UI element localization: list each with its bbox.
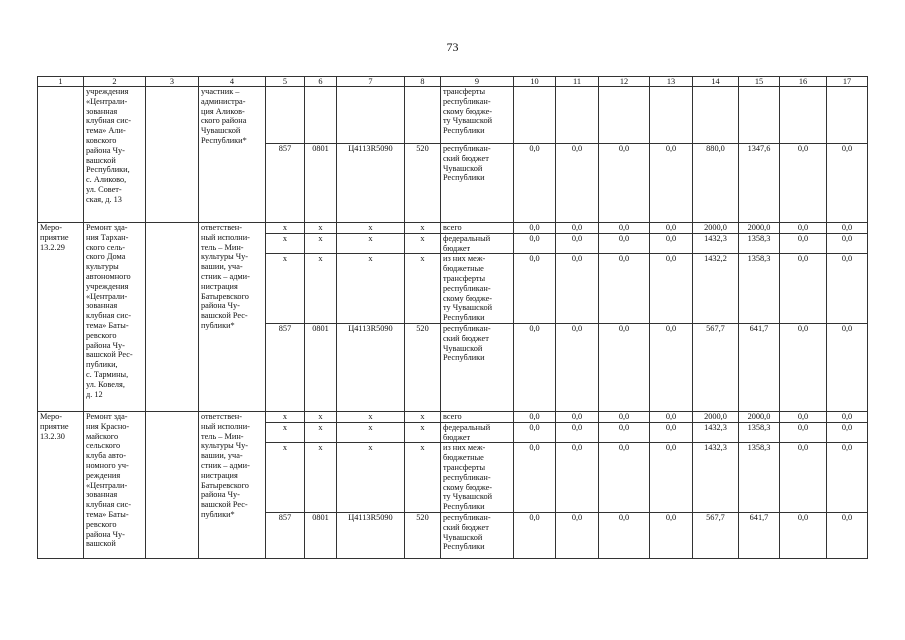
measure-number: Меро- приятие 13.2.29 [38,223,84,412]
target-code: Ц4113R5090 [337,512,405,558]
value-cell: 0,0 [599,223,650,234]
section-code: x [305,233,337,254]
column-number-header: 10 [514,77,556,87]
value-cell: 0,0 [599,323,650,411]
value-cell: 0,0 [556,144,599,223]
section-code: x [305,422,337,443]
funding-source: республикан- ский бюджет Чувашской Республики [441,144,514,223]
value-cell: 1432,3 [693,443,739,513]
value-cell: 1432,3 [693,422,739,443]
value-cell: 0,0 [556,443,599,513]
value-cell: 567,7 [693,512,739,558]
page-number: 73 [446,40,459,54]
value-cell: 2000,0 [739,223,780,234]
cell-col-12 [599,87,650,144]
measure-responsible: ответствен- ный исполни- тель – Мин- культуры Чу- вашии, уча- стник – адми- нистрация Батыревского района Чу- вашской Рес- публики* [199,223,266,412]
value-cell: 0,0 [650,233,693,254]
value-cell: 0,0 [650,443,693,513]
value-cell: 0,0 [827,422,868,443]
value-cell: 0,0 [780,323,827,411]
value-cell: 0,0 [780,443,827,513]
section-code: 0801 [305,512,337,558]
value-cell: 0,0 [780,422,827,443]
value-cell: 0,0 [556,512,599,558]
cell-col-3 [146,87,199,223]
column-number-header: 7 [337,77,405,87]
expense-type-code: 520 [405,144,441,223]
value-cell: 0,0 [599,512,650,558]
table-row [38,411,868,422]
value-cell: 0,0 [827,254,868,324]
measure-description: Ремонт зда- ния Тархан- ского сель- ского Дома культуры автономного учреждения «Централи- зованная клубная сис- тема» Баты- ревского района Чу- вашской Рес- публики, с. Тармины, ул. Ковеля, д. 12 [84,223,146,412]
value-cell: 0,0 [599,422,650,443]
value-cell: 0,0 [514,512,556,558]
value-cell: 0,0 [556,233,599,254]
column-number-header: 11 [556,77,599,87]
gr-code: x [266,411,305,422]
value-cell: 0,0 [827,144,868,223]
gr-code: x [266,233,305,254]
value-cell: 0,0 [514,443,556,513]
cell-col-3 [146,223,199,412]
target-code: Ц4113R5090 [337,144,405,223]
value-cell: 0,0 [780,512,827,558]
value-cell: 0,0 [827,411,868,422]
column-number-header: 15 [739,77,780,87]
value-cell: 0,0 [514,254,556,324]
cell-col-17 [827,87,868,144]
measure-description: учреждения «Централи- зованная клубная сис- тема» Али- ковского района Чу- вашской Республики, с. Аликово, ул. Совет- ская, д. 13 [84,87,146,223]
measure-number: Меро- приятие 13.2.30 [38,411,84,558]
value-cell: 0,0 [827,223,868,234]
value-cell: 0,0 [780,233,827,254]
value-cell: 0,0 [556,254,599,324]
measure-responsible: ответствен- ный исполни- тель – Мин- культуры Чу- вашии, уча- стник – адми- нистрация Батыревского района Чу- вашской Рес- публики* [199,411,266,558]
value-cell: 0,0 [650,254,693,324]
gr-code: 857 [266,144,305,223]
value-cell: 0,0 [780,223,827,234]
measure-responsible: участник – администра- ция Аликов- ского района Чувашской Республики* [199,87,266,223]
column-number-header: 2 [84,77,146,87]
expense-type-code: x [405,254,441,324]
column-number-header: 5 [266,77,305,87]
value-cell: 0,0 [650,422,693,443]
funding-source: всего [441,411,514,422]
column-number-header: 3 [146,77,199,87]
expense-type-code: 520 [405,323,441,411]
section-code: x [305,223,337,234]
value-cell: 0,0 [780,254,827,324]
value-cell: 1347,6 [739,144,780,223]
column-number-header: 17 [827,77,868,87]
gr-code: x [266,422,305,443]
funding-source: из них меж- бюджетные трансферты республикан- скому бюдже- ту Чувашской Республики [441,443,514,513]
value-cell: 1358,3 [739,422,780,443]
column-number-header: 6 [305,77,337,87]
funding-source: трансферты республикан- скому бюдже- ту Чувашской Республики [441,87,514,144]
target-code: x [337,422,405,443]
value-cell: 0,0 [780,411,827,422]
cell-col-14 [693,87,739,144]
value-cell: 0,0 [599,233,650,254]
value-cell: 0,0 [556,223,599,234]
gr-code: x [266,223,305,234]
table-row [38,87,868,144]
expense-type-code: x [405,411,441,422]
funding-source: федеральный бюджет [441,233,514,254]
value-cell: 0,0 [514,422,556,443]
funding-source: из них меж- бюджетные трансферты республикан- скому бюдже- ту Чувашской Республики [441,254,514,324]
column-number-header: 9 [441,77,514,87]
funding-source: республикан- ский бюджет Чувашской Республики [441,512,514,558]
section-code: 0801 [305,144,337,223]
value-cell: 0,0 [599,254,650,324]
value-cell: 2000,0 [693,223,739,234]
expense-type-code: 520 [405,512,441,558]
measure-description: Ремонт зда- ния Красно- майского сельского клуба авто- номного уч- реждения «Централи- зованная клубная сис- тема» Баты- ревского района Чу- вашской [84,411,146,558]
section-code: x [305,254,337,324]
column-number-header: 12 [599,77,650,87]
column-number-header: 14 [693,77,739,87]
gr-code: 857 [266,512,305,558]
value-cell: 1358,3 [739,233,780,254]
value-cell: 0,0 [827,512,868,558]
value-cell: 880,0 [693,144,739,223]
section-code: x [305,443,337,513]
target-code: x [337,443,405,513]
value-cell: 0,0 [514,144,556,223]
expense-type-code: x [405,223,441,234]
table-body [38,77,868,559]
value-cell: 0,0 [514,223,556,234]
value-cell: 0,0 [514,233,556,254]
cell-col-8 [405,87,441,144]
cell-col-7 [337,87,405,144]
value-cell: 0,0 [827,443,868,513]
target-code: x [337,223,405,234]
cell-col-16 [780,87,827,144]
cell-col-1 [38,87,84,223]
column-number-header: 8 [405,77,441,87]
value-cell: 0,0 [514,323,556,411]
target-code: x [337,233,405,254]
section-code: 0801 [305,323,337,411]
value-cell: 0,0 [650,512,693,558]
value-cell: 0,0 [599,443,650,513]
funding-source: всего [441,223,514,234]
expense-type-code: x [405,422,441,443]
value-cell: 0,0 [650,323,693,411]
cell-col-10 [514,87,556,144]
funding-source: федеральный бюджет [441,422,514,443]
value-cell: 641,7 [739,512,780,558]
cell-col-6 [305,87,337,144]
value-cell: 1358,3 [739,254,780,324]
value-cell: 0,0 [650,223,693,234]
target-code: x [337,254,405,324]
value-cell: 641,7 [739,323,780,411]
value-cell: 567,7 [693,323,739,411]
gr-code: x [266,254,305,324]
column-number-header: 13 [650,77,693,87]
cell-col-15 [739,87,780,144]
column-number-header: 1 [38,77,84,87]
value-cell: 2000,0 [693,411,739,422]
value-cell: 0,0 [827,323,868,411]
cell-col-5 [266,87,305,144]
value-cell: 0,0 [650,144,693,223]
value-cell: 2000,0 [739,411,780,422]
section-code: x [305,411,337,422]
target-code: Ц4113R5090 [337,323,405,411]
expense-type-code: x [405,233,441,254]
value-cell: 0,0 [556,422,599,443]
cell-col-13 [650,87,693,144]
funding-source: республикан- ский бюджет Чувашской Республики [441,323,514,411]
value-cell: 0,0 [650,411,693,422]
value-cell: 1432,2 [693,254,739,324]
value-cell: 0,0 [514,411,556,422]
value-cell: 0,0 [827,233,868,254]
value-cell: 1432,3 [693,233,739,254]
value-cell: 0,0 [599,144,650,223]
cell-col-11 [556,87,599,144]
value-cell: 1358,3 [739,443,780,513]
column-number-header: 4 [199,77,266,87]
column-number-header: 16 [780,77,827,87]
value-cell: 0,0 [599,411,650,422]
column-number-header-row [38,77,868,87]
expense-type-code: x [405,443,441,513]
program-table [37,76,868,559]
gr-code: x [266,443,305,513]
value-cell: 0,0 [780,144,827,223]
value-cell: 0,0 [556,411,599,422]
gr-code: 857 [266,323,305,411]
cell-col-3 [146,411,199,558]
table-row [38,223,868,234]
target-code: x [337,411,405,422]
value-cell: 0,0 [556,323,599,411]
